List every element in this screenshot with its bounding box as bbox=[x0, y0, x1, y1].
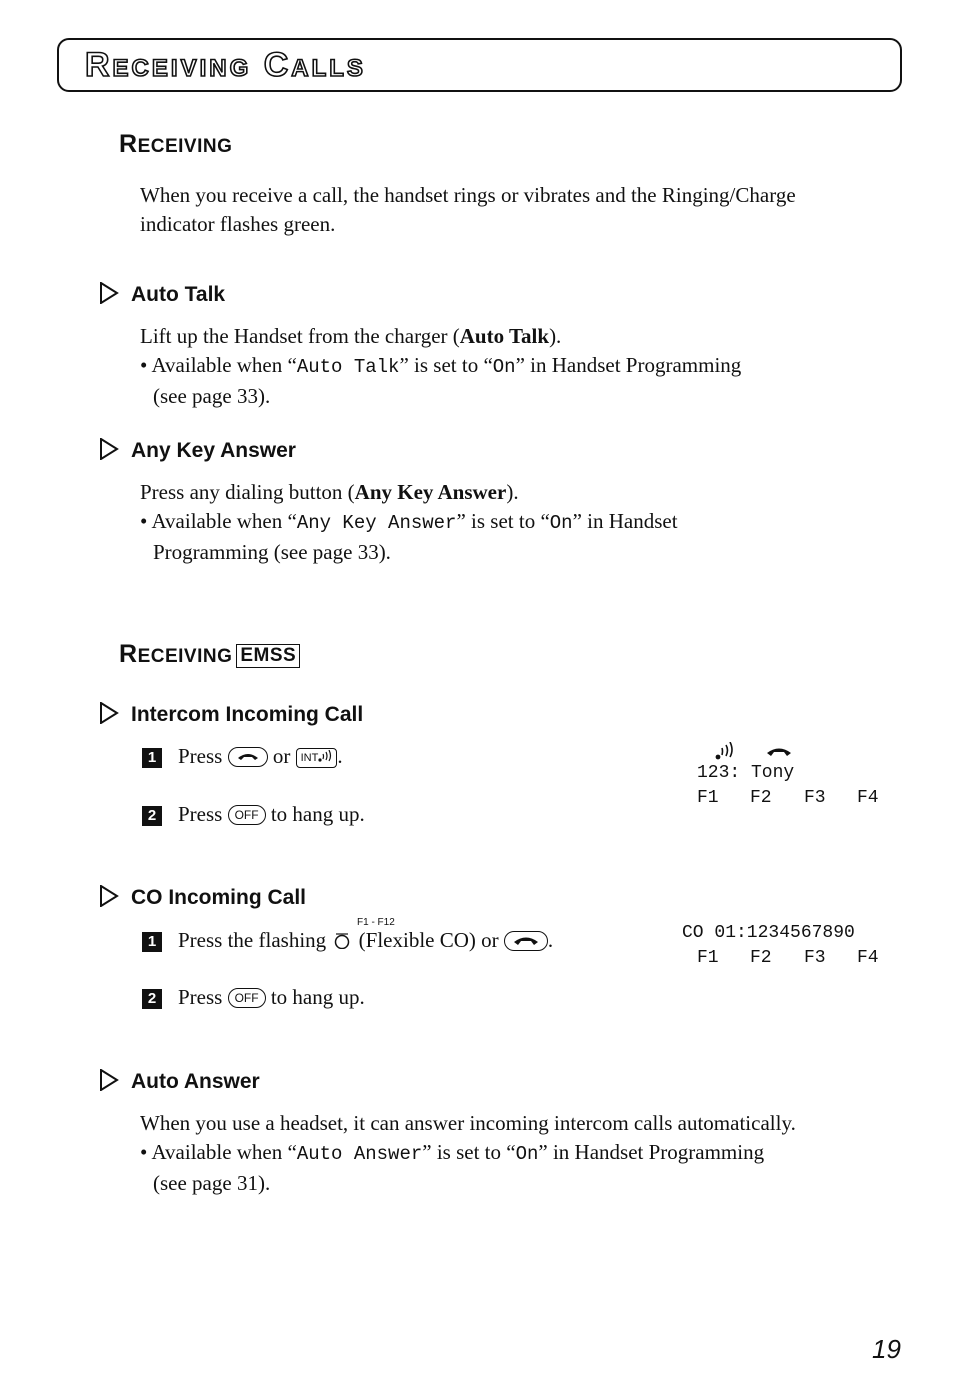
triangle-icon bbox=[99, 885, 131, 910]
intercom-key-icon bbox=[296, 748, 338, 768]
any-key-bullet-mid: ” is set to “ bbox=[456, 509, 550, 533]
intro-paragraph bbox=[140, 181, 900, 239]
fkey-label: F3 bbox=[804, 788, 826, 808]
subheading-intercom-incoming-call bbox=[99, 702, 363, 727]
auto-answer-body bbox=[140, 1109, 900, 1198]
co-lcd-line-1: CO 01:1234567890 bbox=[682, 923, 855, 943]
subheading-any-key-answer bbox=[99, 438, 296, 463]
section-banner bbox=[57, 38, 902, 92]
fkey-label: F3 bbox=[804, 948, 826, 968]
any-key-bullet-pre: • Available when “ bbox=[140, 509, 297, 533]
intercom-key-label: INT bbox=[300, 752, 319, 764]
step-number: 1 bbox=[142, 932, 162, 952]
flexible-co-key-range-label: F1 - F12 bbox=[357, 917, 395, 928]
step-text-mid: (Flexible CO) or bbox=[358, 928, 499, 952]
co-title: CO Incoming Call bbox=[131, 886, 307, 909]
auto-talk-bullet-mid: ” is set to “ bbox=[399, 353, 493, 377]
talk-key-icon bbox=[228, 747, 268, 767]
triangle-icon bbox=[99, 1069, 131, 1094]
auto-talk-on-value: On bbox=[492, 356, 516, 378]
heading-cap: R bbox=[119, 130, 138, 158]
triangle-icon bbox=[99, 438, 131, 463]
section-heading-receiving bbox=[119, 130, 232, 159]
flexible-co-key-icon bbox=[331, 931, 353, 949]
co-step-1 bbox=[142, 926, 553, 954]
auto-answer-title: Auto Answer bbox=[131, 1070, 260, 1093]
intercom-lcd-line-1: 123: Tony bbox=[697, 763, 795, 783]
any-key-line1-bold: Any Key Answer bbox=[354, 480, 507, 504]
triangle-icon bbox=[99, 702, 131, 727]
auto-talk-line1-post: ). bbox=[549, 324, 562, 348]
auto-talk-title: Auto Talk bbox=[131, 283, 226, 306]
subheading-auto-talk bbox=[99, 282, 225, 307]
emss-badge: EMSS bbox=[236, 644, 300, 668]
auto-answer-bullet-mid: ” is set to “ bbox=[422, 1140, 516, 1164]
any-key-title: Any Key Answer bbox=[131, 439, 296, 462]
auto-answer-setting-name: Auto Answer bbox=[296, 1143, 423, 1165]
auto-answer-line1: When you use a headset, it can answer incoming intercom calls automatically. bbox=[140, 1111, 796, 1135]
fkey-label: F4 bbox=[857, 788, 879, 808]
intercom-step-2 bbox=[142, 800, 365, 828]
auto-talk-line1-pre: Lift up the Handset from the charger ( bbox=[140, 324, 460, 348]
auto-talk-bullet-pre: • Available when “ bbox=[140, 353, 297, 377]
page-number: 19 bbox=[872, 1334, 901, 1364]
co-step-2 bbox=[142, 983, 365, 1011]
off-key-icon: OFF bbox=[228, 988, 266, 1008]
auto-talk-body bbox=[140, 322, 900, 411]
banner-title: Receiving Calls bbox=[85, 46, 366, 84]
auto-talk-line1-bold: Auto Talk bbox=[459, 324, 550, 348]
fkey-label: F1 bbox=[697, 948, 719, 968]
heading-cap: R bbox=[119, 640, 138, 668]
intercom-step-1 bbox=[142, 742, 343, 770]
any-key-bullet-post: ” in Handset bbox=[572, 509, 678, 533]
subheading-co-incoming-call bbox=[99, 885, 306, 910]
auto-answer-bullet-line2: (see page 31). bbox=[153, 1171, 271, 1195]
fkey-label: F4 bbox=[857, 948, 879, 968]
auto-talk-bullet-post: ” in Handset Programming bbox=[515, 353, 742, 377]
section-heading-receiving-emss bbox=[119, 640, 300, 669]
auto-answer-bullet-pre: • Available when “ bbox=[140, 1140, 297, 1164]
step-or: or bbox=[272, 744, 291, 768]
any-key-on-value: On bbox=[549, 512, 573, 534]
fkey-label: F2 bbox=[750, 948, 772, 968]
intro-line-1: When you receive a call, the handset rings or vibrates and the Ringing/Charge bbox=[140, 183, 796, 207]
triangle-icon bbox=[99, 282, 131, 307]
step-text: Press the flashing bbox=[178, 928, 327, 952]
step-period: . bbox=[337, 744, 343, 768]
auto-talk-setting-name: Auto Talk bbox=[296, 356, 400, 378]
subheading-auto-answer bbox=[99, 1069, 260, 1094]
any-key-bullet-line2: Programming (see page 33). bbox=[153, 540, 391, 564]
any-key-line1-post: ). bbox=[506, 480, 519, 504]
fkey-label: F1 bbox=[697, 788, 719, 808]
off-key-icon: OFF bbox=[228, 805, 266, 825]
step-text-post: to hang up. bbox=[270, 985, 365, 1009]
heading-rest: ECEIVING bbox=[137, 136, 233, 157]
step-text: Press bbox=[178, 744, 223, 768]
step-text: Press bbox=[178, 802, 223, 826]
intro-line-2: indicator flashes green. bbox=[140, 212, 336, 236]
any-key-body bbox=[140, 478, 900, 567]
any-key-line1-pre: Press any dialing button ( bbox=[140, 480, 355, 504]
auto-answer-on-value: On bbox=[515, 1143, 539, 1165]
off-hook-phone-icon bbox=[765, 744, 793, 758]
intercom-title: Intercom Incoming Call bbox=[131, 703, 364, 726]
step-text-post: to hang up. bbox=[270, 802, 365, 826]
step-number: 2 bbox=[142, 989, 162, 1009]
heading-rest: ECEIVING bbox=[137, 646, 233, 667]
step-text: Press bbox=[178, 985, 223, 1009]
fkey-label: F2 bbox=[750, 788, 772, 808]
auto-talk-bullet-line2: (see page 33). bbox=[153, 384, 271, 408]
auto-answer-bullet-post: ” in Handset Programming bbox=[538, 1140, 765, 1164]
step-period: . bbox=[547, 928, 554, 952]
talk-key-icon bbox=[504, 931, 548, 951]
any-key-setting-name: Any Key Answer bbox=[296, 512, 457, 534]
step-number: 1 bbox=[142, 748, 162, 768]
step-number: 2 bbox=[142, 806, 162, 826]
intercom-signal-icon bbox=[712, 742, 742, 760]
